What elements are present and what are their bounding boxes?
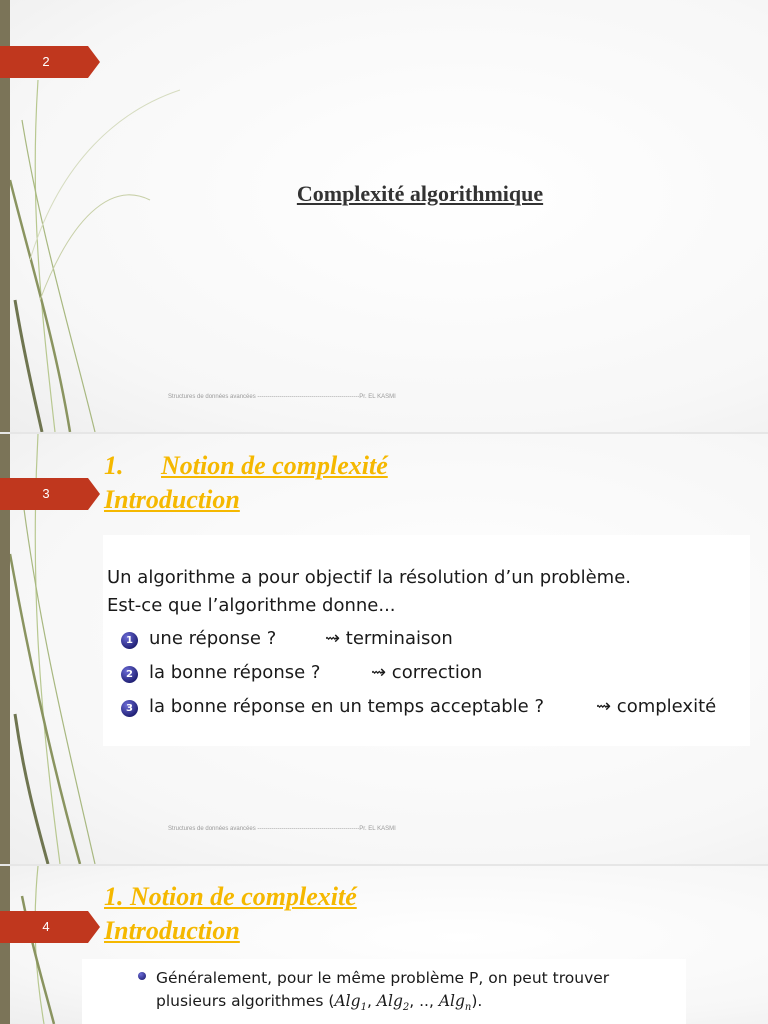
item-text: une réponse ? <box>149 628 277 649</box>
text-suffix: ). <box>471 992 483 1010</box>
bullet-line-continued <box>156 992 482 1013</box>
slide-number-badge <box>0 478 100 510</box>
numbered-bullet-icon: 1 <box>121 632 138 649</box>
list-item <box>121 628 276 649</box>
slide-heading <box>104 451 388 481</box>
content-box <box>103 535 750 746</box>
slide-heading: 1. Notion de complexité <box>104 882 357 911</box>
alg-name: Alg <box>334 992 361 1010</box>
slide-title: Complexité algorithmique <box>296 181 544 206</box>
list-item <box>121 696 544 717</box>
slide-number: 4 <box>42 919 50 934</box>
content-box <box>82 959 686 1024</box>
text-prefix: plusieurs algorithmes ( <box>156 992 335 1010</box>
heading-text: Notion de complexité <box>161 451 388 480</box>
slide-number-badge <box>0 46 100 78</box>
item-result: ⇝ terminaison <box>325 628 453 649</box>
slide-3 <box>0 434 768 864</box>
slide-number-badge <box>0 911 100 943</box>
list-item <box>121 662 320 683</box>
question-line: Est-ce que l’algorithme donne... <box>107 595 396 616</box>
subscript: 1 <box>360 1002 367 1014</box>
heading-number: 1. <box>104 451 124 480</box>
slide-2 <box>0 0 768 432</box>
bullet-icon <box>138 972 146 980</box>
slide-subheading: Introduction <box>104 916 240 945</box>
item-result: ⇝ correction <box>371 662 483 683</box>
numbered-bullet-icon: 2 <box>121 666 138 683</box>
slide-footer: Structures de données avancées ---------------------------------------------------Pr. EL KASMI <box>168 394 396 400</box>
item-text: la bonne réponse ? <box>149 662 321 683</box>
slide-subheading: Introduction <box>104 485 240 514</box>
slide-number: 3 <box>42 486 50 501</box>
slide-number: 2 <box>42 54 50 69</box>
separator: , <box>366 992 377 1010</box>
subscript: 2 <box>402 1002 410 1014</box>
subscript: n <box>464 1002 472 1014</box>
sidebar-stripe <box>0 866 10 1024</box>
bullet-line <box>138 969 609 987</box>
alg-name: Alg <box>376 992 403 1010</box>
slide-4 <box>0 866 768 1024</box>
numbered-bullet-icon: 3 <box>121 700 138 717</box>
item-result: ⇝ complexité <box>596 696 717 717</box>
alg-name: Alg <box>438 992 465 1010</box>
bullet-text: Généralement, pour le même problème P, on peut trouver <box>156 969 610 987</box>
separator: , .., <box>409 992 439 1010</box>
item-text: la bonne réponse en un temps acceptable ? <box>149 696 545 717</box>
intro-line: Un algorithme a pour objectif la résolution d’un problème. <box>107 567 632 588</box>
slide-footer: Structures de données avancées ---------------------------------------------------Pr. EL KASMI <box>168 826 396 832</box>
